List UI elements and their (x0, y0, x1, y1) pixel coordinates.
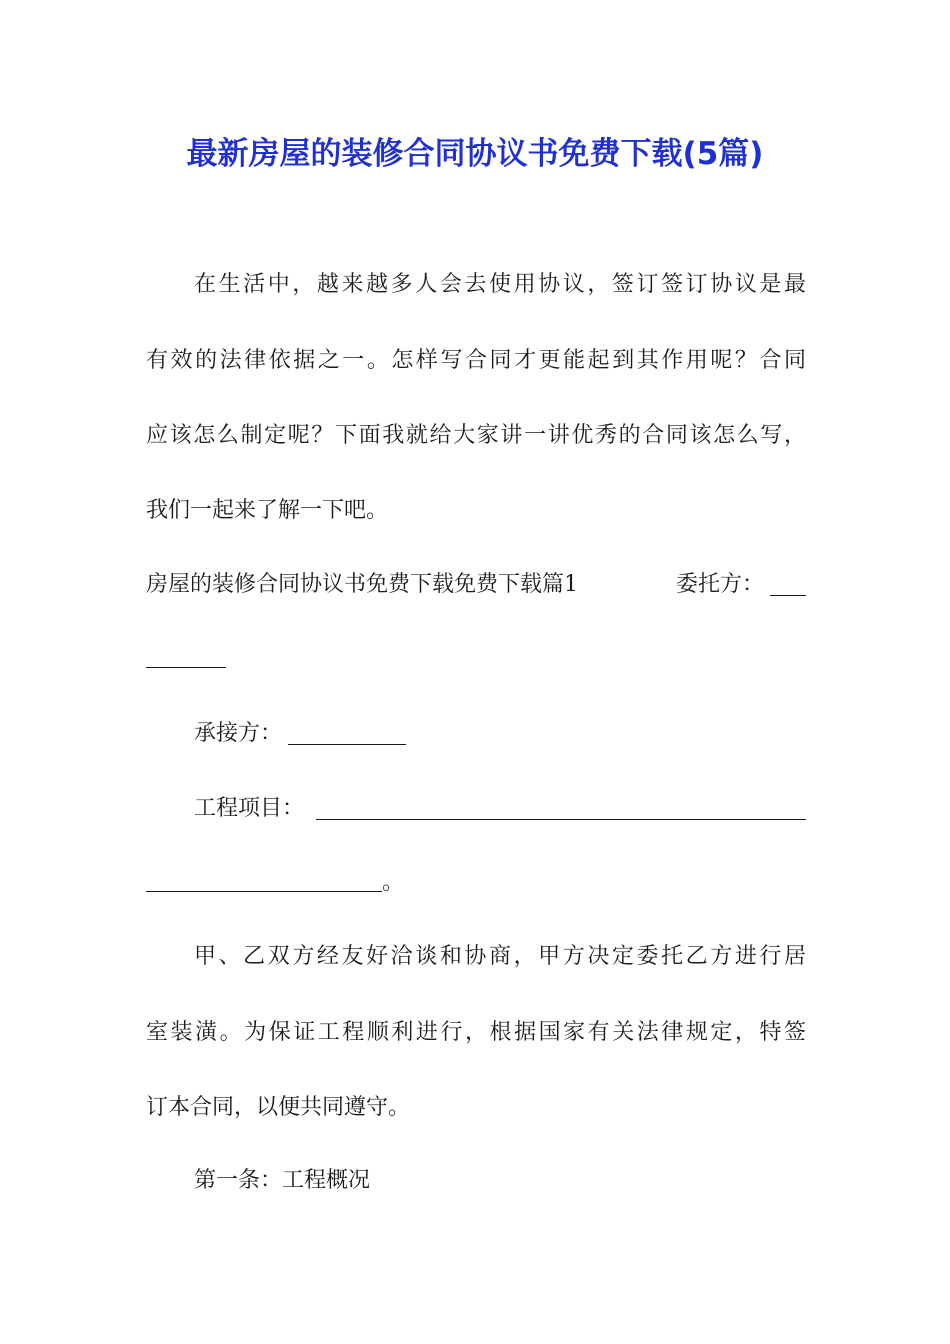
contractor-label: 承接方： (194, 721, 283, 746)
contractor-blank-line (288, 743, 406, 745)
body-line-2: 室装潢。为保证工程顺利进行，根据国家有关法律规定，特签 (146, 1020, 806, 1045)
section-heading: 房屋的装修合同协议书免费下载免费下载篇1 (146, 572, 578, 597)
body-line-3: 订本合同，以便共同遵守。 (146, 1095, 411, 1120)
body-line-1: 甲、乙双方经友好洽谈和协商，甲方决定委托乙方进行居 (194, 944, 806, 969)
intro-line-2: 有效的法律依据之一。怎样写合同才更能起到其作用呢？合同 (146, 348, 806, 373)
project-suffix: 。 (382, 870, 405, 895)
client-blank-line-2 (146, 666, 226, 668)
client-blank-line-1 (770, 594, 806, 596)
intro-line-3: 应该怎么制定呢？下面我就给大家讲一讲优秀的合同该怎么写， (146, 423, 806, 448)
project-blank-line-1 (316, 818, 806, 820)
article-one-heading: 第一条：工程概况 (194, 1168, 371, 1193)
document-title: 最新房屋的装修合同协议书免费下载(5篇) (186, 136, 764, 172)
project-label: 工程项目： (194, 796, 305, 821)
intro-line-1: 在生活中，越来越多人会去使用协议，签订签订协议是最 (194, 272, 806, 297)
client-label: 委托方： (676, 572, 765, 597)
project-blank-line-2 (146, 890, 382, 892)
intro-line-4: 我们一起来了解一下吧。 (146, 498, 389, 523)
